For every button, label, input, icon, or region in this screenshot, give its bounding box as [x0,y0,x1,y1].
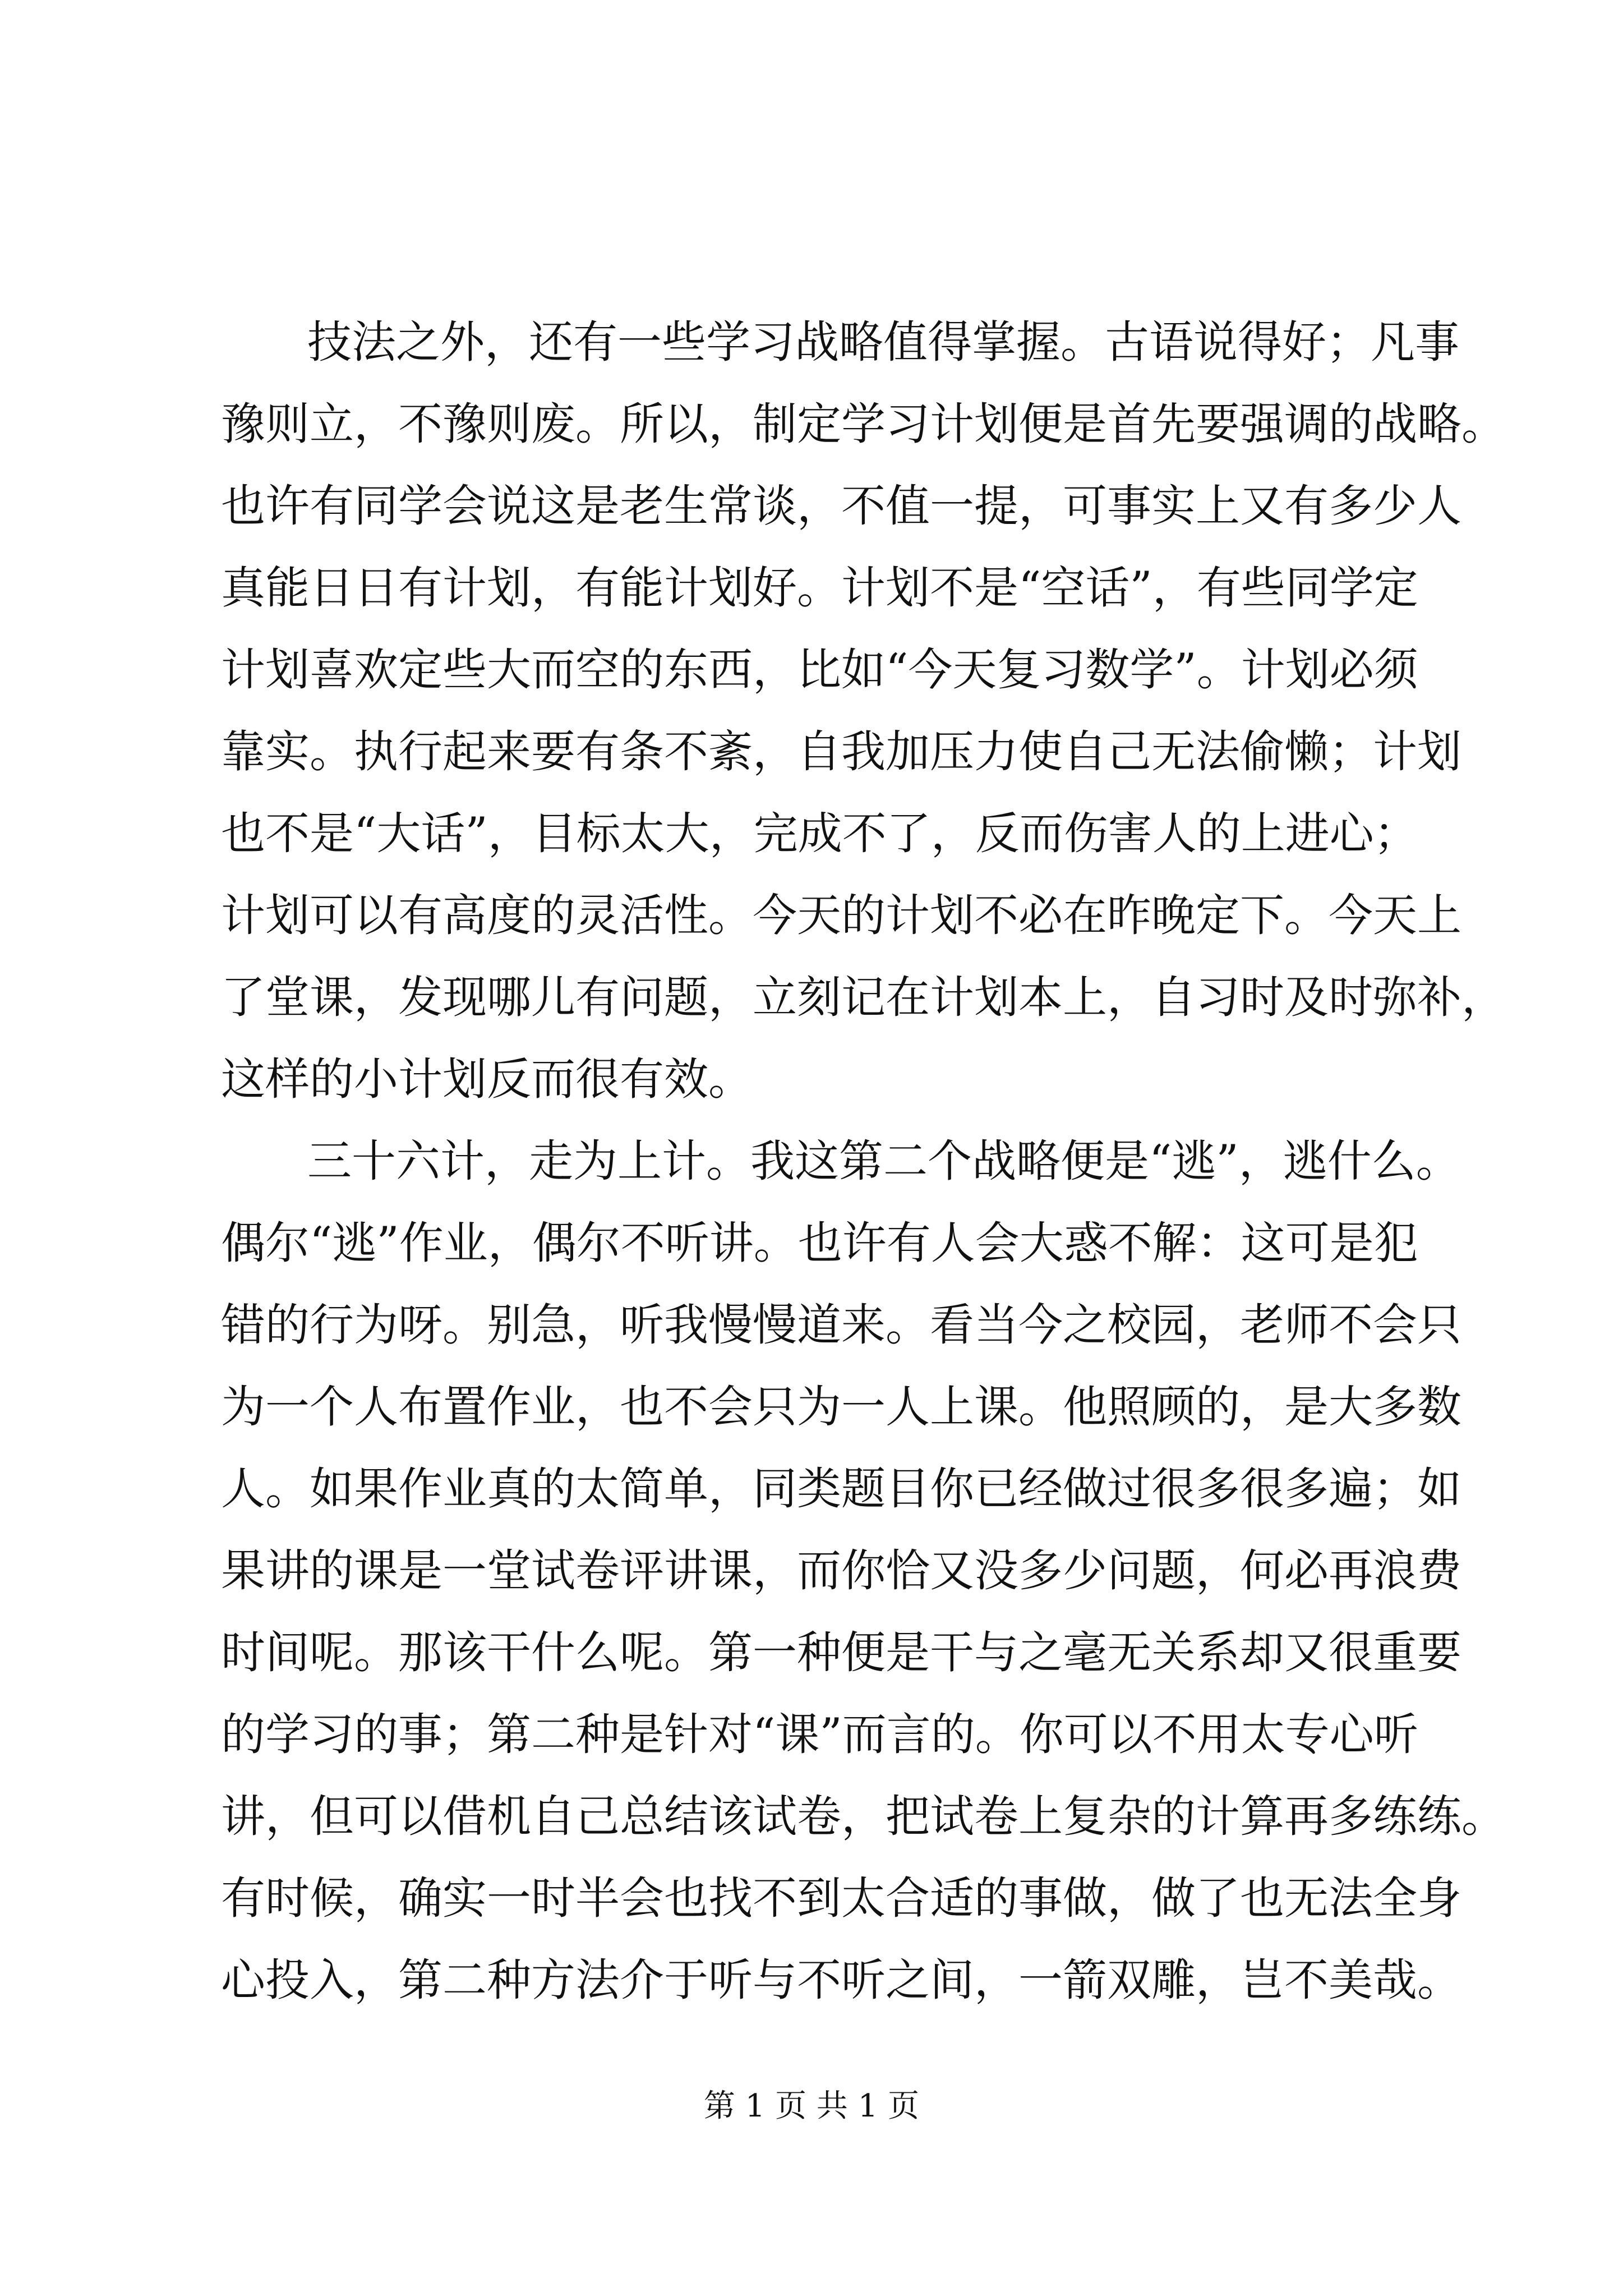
text-line: 技法之外，还有一些学习战略值得掌握。古语说得好；凡事 [307,316,1459,368]
text-line: 靠实。执行起来要有条不紊，自我加压力使自己无法偷懒；计划 [221,726,1461,777]
text-line: 时间呢。那该干什么呢。第一种便是干与之毫无关系却又很重要 [221,1627,1461,1678]
text-line: 三十六计，走为上计。我这第二个战略便是“逃”，逃什么。 [307,1135,1460,1187]
text-line: 人。如果作业真的太简单，同类题目你已经做过很多很多遍；如 [221,1463,1461,1515]
text-line: 也许有同学会说这是老生常谈，不值一提，可事实上又有多少人 [221,480,1461,532]
text-line: 为一个人布置作业，也不会只为一人上课。他照顾的，是大多数 [221,1381,1461,1433]
text-line: 也不是“大话”，目标太大，完成不了，反而伤害人的上进心； [221,808,1418,859]
text-line: 错的行为呀。别急，听我慢慢道来。看当今之校园，老师不会只 [221,1299,1461,1351]
text-line: 真能日日有计划，有能计划好。计划不是“空话”，有些同学定 [221,562,1418,614]
text-line: 偶尔“逃”作业，偶尔不听讲。也许有人会大惑不解：这可是犯 [221,1217,1418,1269]
page-footer: 第 1 页 共 1 页 [703,2088,920,2124]
text-line: 计划喜欢定些大而空的东西，比如“今天复习数学”。计划必须 [221,644,1418,696]
text-line: 豫则立，不豫则废。所以，制定学习计划便是首先要强调的战略。 [221,398,1506,450]
text-line: 有时候，确实一时半会也找不到太合适的事做，做了也无法全身 [221,1872,1461,1924]
text-line: 的学习的事；第二种是针对“课”而言的。你可以不用太专心听 [221,1709,1418,1760]
text-line: 了堂课，发现哪儿有问题，立刻记在计划本上，自习时及时弥补， [221,972,1506,1023]
text-line: 心投入，第二种方法介于听与不听之间，一箭双雕，岂不美哉。 [221,1954,1461,2006]
text-line: 这样的小计划反而很有效。 [221,1053,753,1105]
text-line: 讲，但可以借机自己总结该试卷，把试卷上复杂的计算再多练练。 [221,1791,1506,1842]
text-line: 果讲的课是一堂试卷评讲课，而你恰又没多少问题，何必再浪费 [221,1545,1461,1596]
text-line: 计划可以有高度的灵活性。今天的计划不必在昨晚定下。今天上 [221,890,1461,941]
